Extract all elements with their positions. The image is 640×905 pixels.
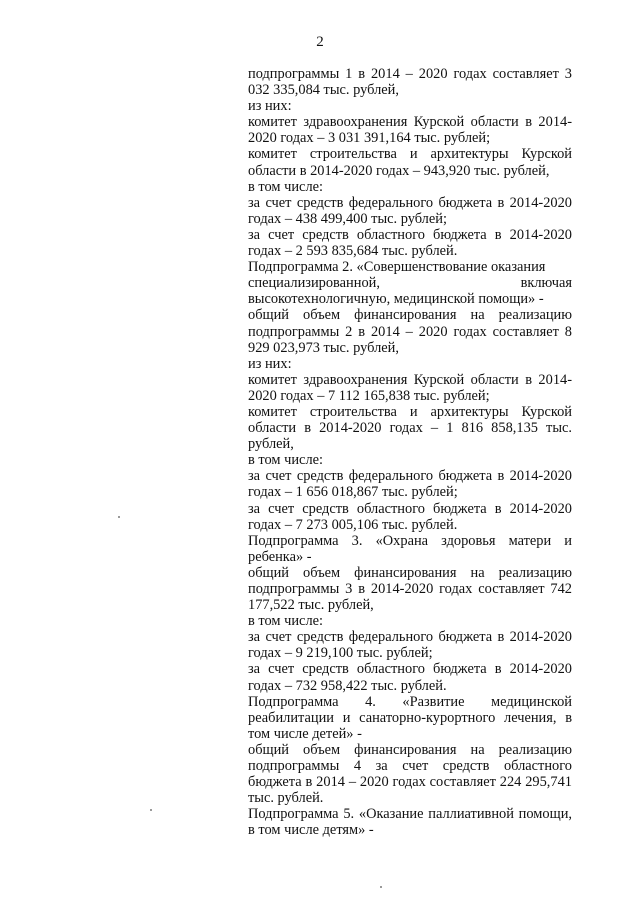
scan-speck: [150, 809, 152, 811]
paragraph: общий объем финансирования на реализацию подпрограммы 2 в 2014 – 2020 годах составляет 8 929 023,973 тыс. рублей,: [248, 307, 572, 356]
paragraph: за счет средств федерального бюджета в 2014-2020 годах – 9 219,100 тыс. рублей;: [248, 629, 572, 662]
paragraph: за счет средств федерального бюджета в 2014-2020 годах – 438 499,400 тыс. рублей;: [248, 194, 572, 227]
paragraph: за счет средств областного бюджета в 2014-2020 годах – 732 958,422 тыс. рублей.: [248, 661, 572, 694]
paragraph: общий объем финансирования на реализацию подпрограммы 4 за счет средств областного бюджета в 2014 – 2020 годах составляет 224 295,741 тыс. рублей.: [248, 741, 572, 807]
paragraph: Подпрограмма 2. «Совершенствование оказания: [248, 259, 546, 276]
paragraph: комитет строительства и архитектуры Курской области в 2014-2020 годах – 1 816 858,135 тыс. рублей,: [248, 403, 572, 453]
scan-speck: [380, 886, 382, 888]
paragraph: подпрограммы 1 в 2014 – 2020 годах составляет 3 032 335,084 тыс. рублей,: [248, 66, 572, 99]
paragraph: в том числе:: [248, 452, 324, 469]
paragraph: комитет здравоохранения Курской области в 2014-2020 годах – 7 112 165,838 тыс. рублей;: [248, 371, 572, 404]
page-number: 2: [316, 34, 324, 50]
paragraph: за счет средств областного бюджета в 2014-2020 годах – 7 273 005,106 тыс. рублей.: [248, 500, 572, 533]
paragraph: общий объем финансирования на реализацию подпрограммы 3 в 2014-2020 годах составляет 742 177,522 тыс. рублей,: [248, 564, 572, 614]
paragraph: в том числе:: [248, 613, 324, 630]
paragraph: специализированной, включая: [248, 275, 572, 292]
paragraph: за счет средств областного бюджета в 2014-2020 годах – 2 593 835,684 тыс. рублей.: [248, 226, 572, 260]
paragraph: в том числе:: [248, 178, 324, 195]
paragraph: Подпрограмма 4. «Развитие медицинской реабилитации и санаторно-курортного лечения, в том числе детей» -: [248, 693, 572, 742]
paragraph: из них:: [248, 98, 292, 115]
scan-speck: [118, 516, 120, 518]
paragraph: за счет средств федерального бюджета в 2014-2020 годах – 1 656 018,867 тыс. рублей;: [248, 468, 572, 501]
document-body: [248, 66, 572, 839]
paragraph: из них:: [248, 355, 292, 372]
paragraph: Подпрограмма 5. «Оказание паллиативной помощи, в том числе детям» -: [248, 806, 572, 839]
paragraph: высокотехнологичную, медицинской помощи» -: [248, 291, 544, 308]
paragraph: комитет строительства и архитектуры Курской области в 2014-2020 годах – 943,920 тыс. рублей,: [248, 146, 572, 179]
paragraph: Подпрограмма 3. «Охрана здоровья матери и ребенка» -: [248, 532, 572, 565]
paragraph: комитет здравоохранения Курской области в 2014-2020 годах – 3 031 391,164 тыс. рублей;: [248, 114, 572, 147]
